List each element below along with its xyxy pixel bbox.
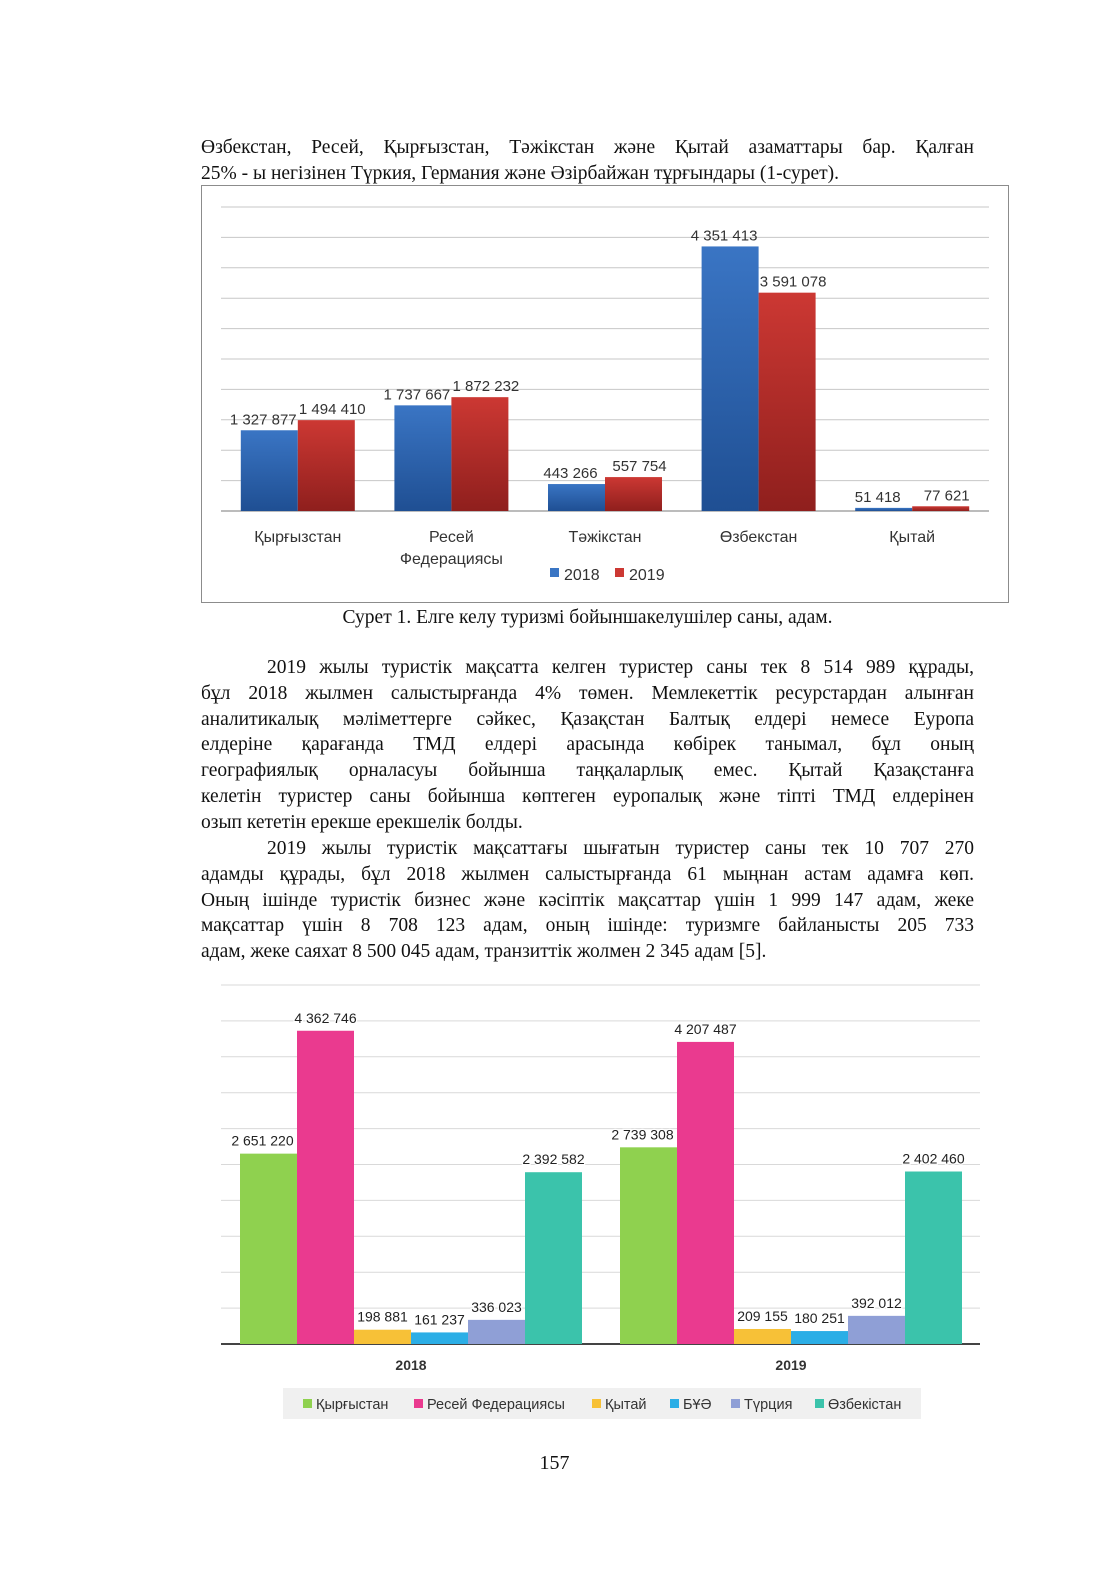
bar (525, 1172, 582, 1344)
legend-label: Ресей Федерациясы (427, 1397, 565, 1413)
category-label: 2018 (395, 1357, 427, 1373)
legend-label: Түрция (744, 1397, 793, 1413)
data-label: 1 872 232 (452, 378, 520, 396)
paragraph-line: адамды құрады, бұл 2018 жылмен салыстырғанда 61 мыңнан астам адамға көп. (201, 863, 974, 885)
category-label: Федерациясы (399, 551, 503, 568)
category-label: Ресей (429, 529, 474, 546)
data-label: 209 155 (737, 1307, 788, 1324)
data-label: 4 207 487 (674, 1020, 737, 1037)
legend-swatch (592, 1399, 601, 1408)
paragraph-line: 2019 жылы туристік мақсатта келген туристер саны тек 8 514 989 құрады, (267, 657, 974, 678)
data-label: 2 392 582 (522, 1151, 585, 1168)
data-label: 51 418 (854, 488, 901, 506)
data-label: 2 651 220 (231, 1132, 294, 1149)
legend-label: Қытай (605, 1397, 647, 1413)
bar (297, 1031, 354, 1344)
bar (468, 1320, 525, 1344)
data-label: 77 621 (923, 487, 970, 505)
bar (354, 1330, 411, 1344)
data-label: 3 591 078 (759, 273, 827, 291)
legend-label: 2019 (629, 567, 665, 584)
data-label: 2 402 460 (902, 1150, 965, 1167)
category-label: 2019 (775, 1357, 807, 1373)
bar (677, 1042, 734, 1344)
data-label: 198 881 (357, 1308, 408, 1325)
bar (905, 1172, 962, 1344)
bar (240, 1154, 297, 1344)
data-label: 4 351 413 (690, 227, 758, 245)
data-label: 1 737 667 (383, 386, 451, 404)
category-label: Өзбекстан (719, 529, 798, 546)
legend-label: 2018 (564, 567, 600, 584)
legend-swatch (670, 1399, 679, 1408)
category-label: Қырғызстан (254, 529, 342, 546)
category-label: Қытай (889, 529, 936, 546)
data-label: 1 327 877 (229, 411, 297, 429)
paragraph-line: бұл 2018 жылмен салыстырғанда 4% төмен. Мемлекеттік ресурстардан алынған (201, 682, 974, 704)
legend-label: Қырғыстан (316, 1397, 389, 1413)
data-label: 161 237 (414, 1311, 465, 1328)
page-number: 157 (539, 1452, 570, 1474)
data-label: 1 494 410 (298, 401, 366, 419)
intro-line: 25% - ы негізінен Түркия, Германия және Әзірбайжан тұрғындары (1-сурет). (201, 162, 840, 184)
intro-line: Өзбекстан, Ресей, Қырғызстан, Тәжікстан және Қытай азаматтары бар. Қалған (201, 137, 974, 158)
legend-swatch (414, 1399, 423, 1408)
paragraph-line: географиялық орналасуы бойынша таңқаларлық емес. Қытай Қазақстанға (201, 760, 974, 782)
bar (791, 1331, 848, 1344)
bar (734, 1329, 791, 1344)
paragraph-line: елдеріне қарағанда ТМД елдері арасында көбірек танымал, бұл оның (201, 734, 974, 756)
data-label: 2 739 308 (611, 1126, 674, 1143)
bar (848, 1316, 905, 1344)
paragraph-line: адам, жеке саяхат 8 500 045 адам, транзиттік жолмен 2 345 адам [5]. (201, 941, 767, 963)
paragraph-line: аналитикалық мәліметтерге сәйкес, Қазақстан Балтық елдері немесе Еуропа (201, 708, 974, 730)
data-label: 336 023 (471, 1298, 522, 1315)
legend-swatch (303, 1399, 312, 1408)
bar (620, 1147, 677, 1344)
data-label: 392 012 (851, 1294, 902, 1311)
data-label: 443 266 (543, 465, 598, 483)
bar (411, 1332, 468, 1344)
figure-caption: Сурет 1. Елге келу туризмі бойыншакелушілер саны, адам. (342, 607, 833, 628)
paragraph-line: 2019 жылы туристік мақсаттағы шығатын туристер саны тек 10 707 270 (267, 838, 974, 859)
data-label: 557 754 (612, 458, 667, 476)
category-label: Тәжікстан (568, 529, 642, 546)
legend-label: Өзбекістан (828, 1397, 902, 1413)
legend-swatch (815, 1399, 824, 1408)
paragraph-line: озып кететін ерекше ерекшелік болды. (201, 811, 523, 833)
paragraph-line: Оның ішінде туристік бизнес және кәсіптік мақсаттар үшін 1 999 147 адам, жеке (201, 889, 974, 911)
data-label: 180 251 (794, 1310, 845, 1327)
paragraph-line: келетін туристер саны бойынша көптеген еуропалық және тіпті ТМД елдерінен (201, 785, 974, 807)
legend-swatch (731, 1399, 740, 1408)
legend-label: БҰӘ (683, 1397, 712, 1413)
data-label: 4 362 746 (294, 1009, 357, 1026)
paragraph-line: мақсаттар үшін 8 708 123 адам, оның ішінде: туризмге байланысты 205 733 (201, 915, 974, 937)
